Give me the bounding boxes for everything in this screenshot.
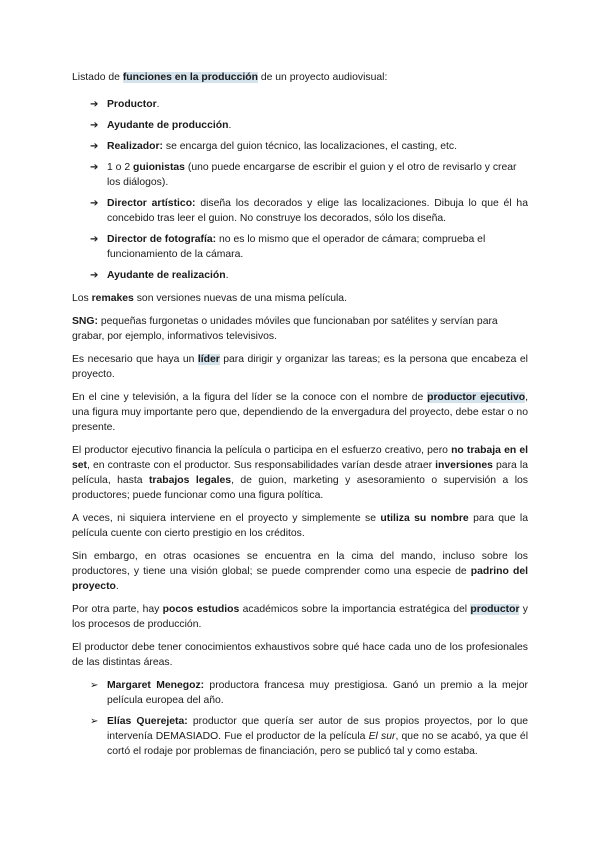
list-item: ➔ Director de fotografía: no es lo mismo que el operador de cámara; comprueba el funcionamiento de la cámara. (90, 234, 486, 260)
remakes-paragraph: Los remakes son versiones nuevas de una misma película. (72, 293, 347, 304)
intro-paragraph: Listado de funciones en la producción de un proyecto audiovisual: (72, 72, 388, 83)
list-item: ➔ Productor. (90, 99, 160, 110)
arrow-icon: ➔ (90, 270, 99, 281)
triangle-arrow-icon: ➢ (90, 716, 99, 727)
sng-paragraph: SNG: pequeñas furgonetas o unidades móviles que funcionaban por satélites y servían para grabar, por ejemplo, informativos televisivos. (72, 316, 498, 342)
functions-list (72, 97, 528, 283)
list-item: ➔ Ayudante de producción. (90, 120, 232, 131)
triangle-arrow-icon: ➢ (90, 680, 99, 691)
arrow-icon: ➔ (90, 99, 99, 110)
document-page (72, 70, 528, 767)
estudios-paragraph: Por otra parte, hay pocos estudios académicos sobre la importancia estratégica del productor y los procesos de producción. (72, 604, 528, 630)
intro-highlight: funciones en la producción (122, 72, 258, 83)
list-item: ➔ Ayudante de realización. (90, 270, 229, 281)
arrow-icon: ➔ (90, 162, 99, 173)
list-item: ➔ Realizador: se encarga del guion técnico, las localizaciones, el casting, etc. (90, 141, 458, 152)
embargo-paragraph: Sin embargo, en otras ocasiones se encuentra en la cima del mando, incluso sobre los productores, y tiene una visión global; se puede comprender como una especie de padrino del proyecto. (72, 551, 528, 592)
conocimientos-paragraph: El productor debe tener conocimientos exhaustivos sobre qué hace cada uno de los profesionales de las distintas áreas. (72, 642, 528, 668)
arrow-icon: ➔ (90, 234, 99, 245)
financia-paragraph: El productor ejecutivo financia la película o participa en el esfuerzo creativo, pero no trabaja en el set, en contraste con el productor. Sus responsabilidades varían desde atraer inversiones para la película, hasta trabajos legales, de guion, marketing y asesoramiento o supervisión a los productores; puede funcionar como una figura política. (72, 445, 528, 501)
people-list (72, 678, 528, 759)
list-item: ➢ Elías Querejeta: productor que quería ser autor de sus propios proyectos, por lo que intervenía DEMASIADO. Fue el productor de la película El sur, que no se acabó, ya que él cortó el rodaje por problemas de financiación, pero se publicó tal y como estaba. (90, 716, 529, 757)
arrow-icon: ➔ (90, 141, 99, 152)
arrow-icon: ➔ (90, 120, 99, 131)
lider-paragraph: Es necesario que haya un líder para dirigir y organizar las tareas; es la persona que encabeza el proyecto. (72, 354, 528, 380)
cine-paragraph: En el cine y televisión, a la figura del líder se la conoce con el nombre de productor ejecutivo, una figura muy importante pero que, dependiendo de la envergadura del proyecto, debe estar o no presente. (72, 392, 529, 433)
list-item: ➢ Margaret Menegoz: productora francesa muy prestigiosa. Ganó un premio a la mejor película europea del año. (90, 680, 529, 706)
list-item: ➔ Director artístico: diseña los decorados y elige las localizaciones. Dibuja lo que él ha concebido tras leer el guion. No construye los decorados, sólo los diseña. (90, 198, 528, 224)
aveces-paragraph: A veces, ni siquiera interviene en el proyecto y simplemente se utiliza su nombre para que la película cuente con cierto prestigio en los créditos. (72, 513, 528, 539)
arrow-icon: ➔ (90, 198, 99, 209)
list-item: ➔ 1 o 2 guionistas (uno puede encargarse de escribir el guion y el otro de revisarlo y crear los diálogos). (90, 162, 517, 188)
